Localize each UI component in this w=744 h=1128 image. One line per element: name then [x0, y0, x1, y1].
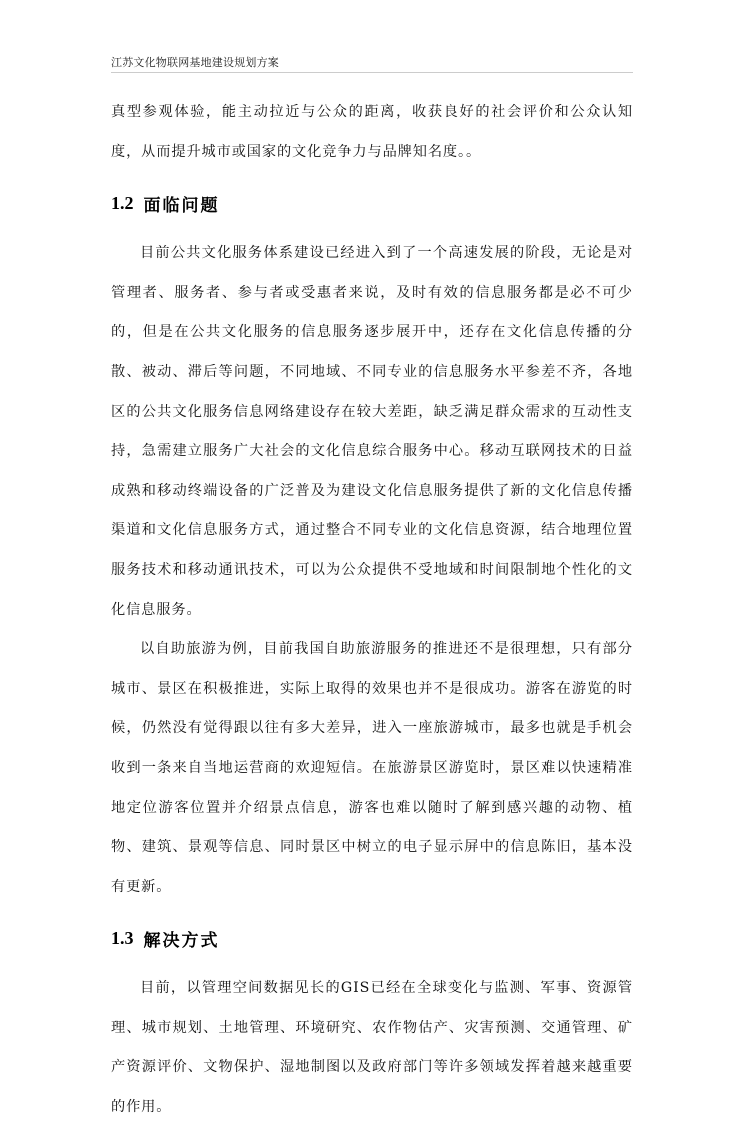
section-title: 面临问题: [143, 195, 220, 216]
body-paragraph: 目前，以管理空间数据见长的GIS已经在全球变化与监测、军事、资源管理、城市规划、土地管理、环境研究、农作物估产、灾害预测、交通管理、矿产资源评价、文物保护、湿地制图以及政府部门等许多领域发挥着越来越重要的作用。: [111, 980, 633, 1116]
body-paragraph: 以自助旅游为例，目前我国自助旅游服务的推进还不是很理想，只有部分城市、景区在积极推进，实际上取得的效果也并不是很成功。游客在游览的时候，仍然没有觉得跟以往有多大差异，进入一座旅游城市，最多也就是手机会收到一条来自当地运营商的欢迎短信。在旅游景区游览时，景区难以快速精准地定位游客位置并介绍景点信息，游客也难以随时了解到感兴趣的动物、植物、建筑、景观等信息、同时景区中树立的电子显示屏中的信息陈旧，基本没有更新。: [111, 641, 633, 895]
header-divider: [111, 72, 633, 73]
body-paragraph: 目前公共文化服务体系建设已经进入到了一个高速发展的阶段，无论是对管理者、服务者、参与者或受惠者来说，及时有效的信息服务都是必不可少的，但是在公共文化服务的信息服务逐步展开中，还存在文化信息传播的分散、被动、滞后等问题，不同地域、不同专业的信息服务水平参差不齐，各地区的公共文化服务信息网络建设存在较大差距，缺乏满足群众需求的互动性支持，急需建立服务广大社会的文化信息综合服务中心。移动互联网技术的日益成熟和移动终端设备的广泛普及为建设文化信息服务提供了新的文化信息传播渠道和文化信息服务方式，通过整合不同专业的文化信息资源，结合地理位置服务技术和移动通讯技术，可以为公众提供不受地域和时间限制地个性化的文化信息服务。: [111, 245, 633, 618]
section-title: 解决方式: [143, 930, 220, 951]
section-heading-1-3: [111, 907, 633, 969]
section-number: 1.2: [111, 192, 134, 213]
page-header-title: 江苏文化物联网基地建设规划方案: [111, 56, 279, 69]
document-body: [111, 93, 633, 1128]
section-number: 1.3: [111, 927, 134, 948]
section-heading-1-2: [111, 172, 633, 234]
intro-paragraph: 真型参观体验，能主动拉近与公众的距离，收获良好的社会评价和公众认知度，从而提升城市或国家的文化竞争力与品牌知名度。。: [111, 104, 633, 160]
